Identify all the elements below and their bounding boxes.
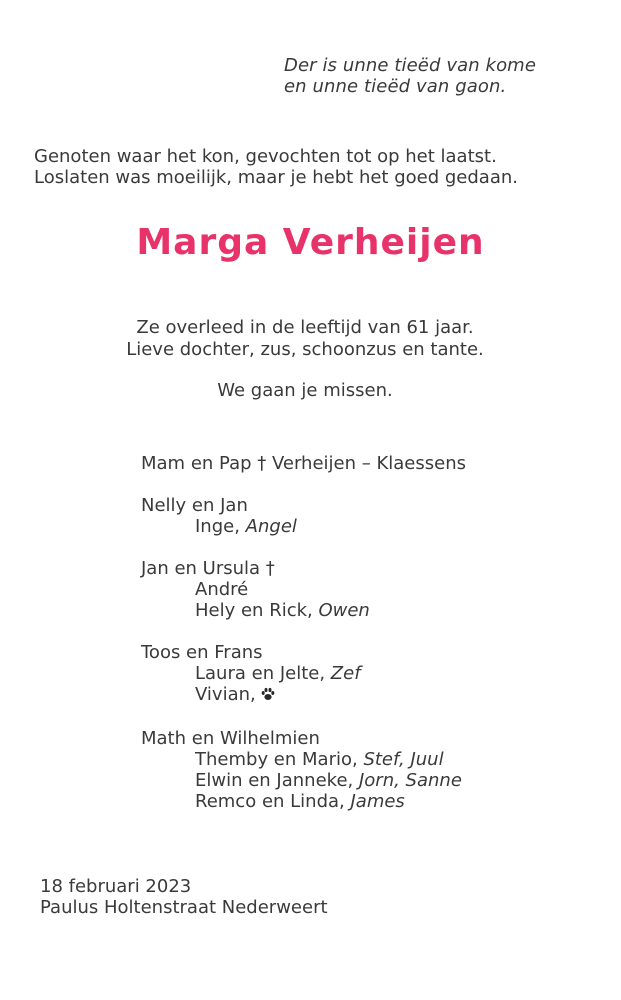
family-member	[141, 749, 466, 770]
grandchild-name: Zef	[330, 663, 361, 684]
member-name: Themby en Mario,	[195, 749, 364, 770]
footer	[40, 876, 328, 918]
family-group	[141, 728, 466, 812]
member-name: Hely en Rick,	[195, 600, 319, 621]
family-head: Mam en Pap † Verheijen – Klaessens	[141, 453, 466, 474]
poem-line: en unne tieëd van gaon.	[284, 76, 507, 97]
intro-line: Lieve dochter, zus, schoonzus en tante.	[126, 339, 484, 360]
family-group	[141, 558, 466, 621]
family-member	[141, 770, 466, 791]
family-member	[141, 684, 466, 707]
family-member	[141, 791, 466, 812]
family-head: Toos en Frans	[141, 642, 263, 663]
family-head: Jan en Ursula †	[141, 558, 275, 579]
quote	[34, 146, 518, 188]
grandchild-name: James	[350, 791, 405, 812]
family-member	[141, 516, 466, 537]
paw-icon	[260, 686, 276, 707]
quote-line: Genoten waar het kon, gevochten tot op het laatst.	[34, 146, 497, 167]
grandchild-name: Owen	[318, 600, 370, 621]
family-head: Nelly en Jan	[141, 495, 248, 516]
date-text: 18 februari 2023	[40, 876, 192, 897]
grandchild-name: Stef, Juul	[363, 749, 444, 770]
member-name: Elwin en Janneke,	[195, 770, 359, 791]
family-member: André	[195, 579, 249, 600]
family-group	[141, 642, 466, 707]
family-list	[141, 453, 466, 833]
intro-line: Ze overleed in de leeftijd van 61 jaar.	[136, 317, 474, 338]
poem	[284, 55, 536, 97]
family-head: Math en Wilhelmien	[141, 728, 320, 749]
deceased-name: Marga Verheijen	[136, 222, 485, 263]
intro	[0, 317, 610, 361]
address-text: Paulus Holtenstraat Nederweert	[40, 897, 328, 918]
member-name: Inge,	[195, 516, 246, 537]
family-member	[141, 663, 466, 684]
poem-line: Der is unne tieëd van kome	[284, 55, 536, 76]
grandchild-name: Jorn, Sanne	[358, 770, 462, 791]
member-name: Vivian,	[195, 684, 256, 705]
family-member	[141, 600, 466, 621]
quote-line: Loslaten was moeilijk, maar je hebt het goed gedaan.	[34, 167, 518, 188]
member-name: Laura en Jelte,	[195, 663, 331, 684]
member-name: Remco en Linda,	[195, 791, 351, 812]
family-group	[141, 495, 466, 537]
grandchild-name: Angel	[245, 516, 297, 537]
family-group-parents	[141, 453, 466, 474]
miss-text: We gaan je missen.	[217, 380, 393, 401]
